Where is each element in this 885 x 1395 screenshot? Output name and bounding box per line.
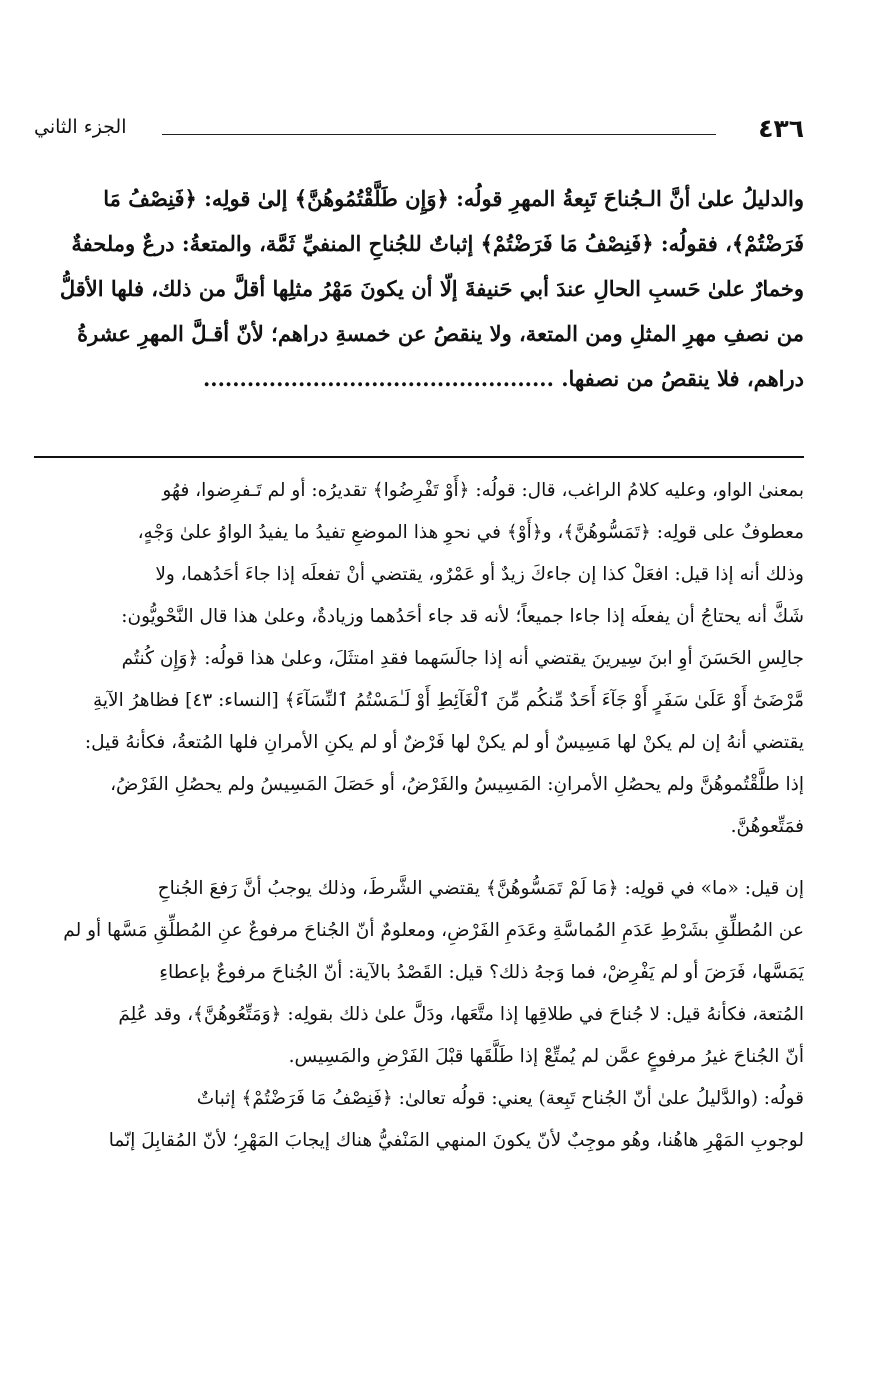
commentary-line: إن قيل: «ما» في قولِه: ﴿مَا لَمْ تَمَسُّوهُنَّ﴾ يقتضي الشَّرطَ، وذلك يوجبُ أنَّ رَفعَ الجُناحِ bbox=[157, 878, 804, 899]
commentary-line: مَّرْضَىٰٓ أَوْ عَلَىٰ سَفَرٍ أَوْ جَآءَ أَحَدٌ مِّنكُم مِّنَ ٱلْغَآئِطِ أَوْ لَـٰمَسْتُمُ ٱلنِّسَآءَ﴾ [النساء: ٤٣] فظاهرُ الآيةِ bbox=[92, 690, 804, 711]
commentary-line: شَكَّ أنه يحتاجُ أن يفعلَه إذا جاءا جميعاً؛ لأنه قد جاء أحَدُهما وزيادةٌ، وعلىٰ هذا قال النَّحْويُّون: bbox=[121, 606, 804, 627]
commentary-paragraph bbox=[34, 470, 804, 848]
commentary-line: قولُه: (والدَّليلُ علىٰ أنّ الجُناح تَبِعة) يعني: قولُه تعالىٰ: ﴿فَنِصْفُ مَا فَرَضْتُمْ﴾ إثباتٌ bbox=[196, 1088, 804, 1109]
main-text-line: من نصفِ مهرِ المثلِ ومن المتعة، ولا ينقصُ عن خمسةِ دراهم؛ لأنّ أقـلَّ المهرِ عشرةُ bbox=[77, 321, 804, 346]
book-page bbox=[34, 0, 804, 1395]
commentary-line: بمعنىٰ الواو، وعليه كلامُ الراغب، قال: قولُه: ﴿أَوْ تَفْرِضُوا﴾ تقديرُه: أو لم تَـفرِضوا، فهُو bbox=[162, 480, 804, 501]
main-text-line: دراهم، فلا ينقصُ من نصفها. ................................................ bbox=[202, 366, 804, 391]
commentary-line: معطوفٌ على قولِه: ﴿تَمَسُّوهُنَّ﴾، و﴿أَوْ﴾ في نحوِ هذا الموضعِ تفيدُ ما يفيدُ الواوُ علىٰ وَجْهٍ، bbox=[137, 522, 804, 543]
page-header bbox=[34, 114, 804, 154]
main-commentary-divider bbox=[34, 456, 804, 458]
main-text-line: وخمارٌ علىٰ حَسبِ الحالِ عندَ أبي حَنيفةَ إلّا أن يكونَ مَهْرُ مثلِها أقلَّ من ذلك، فلها الأقلُّ bbox=[59, 276, 804, 301]
main-text bbox=[34, 176, 804, 401]
running-title: الجزء الثاني bbox=[34, 116, 127, 138]
header-rule bbox=[162, 134, 716, 135]
commentary-line: يقتضي أنهُ إن لم يكنْ لها مَسِيسٌ أو لم يكنْ لها فَرْضٌ أو لم يكنِ الأمرانِ فلها المُتعةُ، فكأنهُ قيل: bbox=[84, 732, 804, 753]
commentary-line: إذا طلَّقْتُموهُنَّ ولم يحصُلِ الأمرانِ: المَسِيسُ والفَرْضُ، أو حَصَلَ المَسِيسُ ولم يحصُلِ الفَرْضُ، bbox=[110, 774, 804, 795]
commentary-paragraph bbox=[34, 868, 804, 1078]
commentary-line: لوجوبِ المَهْرِ هاهُنا، وهُو موجِبٌ لأنّ يكونَ المنهي المَنْفيُّ هناك إيجابَ المَهْرِ؛ لأنّ المُقابِلَ إنّما bbox=[108, 1130, 804, 1151]
commentary-line: عن المُطلِّقِ بشَرْطِ عَدَمِ المُماسَّةِ وعَدَمِ الفَرْضِ، ومعلومٌ أنّ الجُناحَ مرفوعٌ عنِ المُطلِّقِ مَسَّها أو لم bbox=[63, 920, 804, 941]
main-text-line: فَرَضْتُمْ﴾، فقولُه: ﴿فَنِصْفُ مَا فَرَضْتُمْ﴾ إثباتٌ للجُناحِ المنفيِّ ثَمَّة، والمتعةُ: درعٌ وملحفةٌ bbox=[71, 231, 804, 256]
main-text-line: والدليلُ علىٰ أنَّ الـجُناحَ تَبِعةُ المهرِ قولُه: ﴿وَإِن طَلَّقْتُمُوهُنَّ﴾ إلىٰ قولِه: ﴿فَنِصْفُ مَا bbox=[103, 186, 804, 211]
commentary-line: فمَتِّعوهُنَّ. bbox=[730, 816, 804, 837]
commentary-paragraph bbox=[34, 1078, 804, 1162]
paragraph-gap bbox=[34, 848, 804, 868]
commentary-line: يَمَسَّها، فَرَضَ أو لم يَفْرِضْ، فما وَجهُ ذلك؟ قيل: القَصْدُ بالآية: أنّ الجُناحَ مرفوعٌ بإعطاءِ bbox=[159, 962, 804, 983]
commentary-line: المُتعة، فكأنهُ قيل: لا جُناحَ في طلاقِها إذا متَّعَها، ودَلَّ علىٰ ذلك بقولِه: ﴿وَمَتِّعُوهُنَّ﴾، وقد عُلِمَ bbox=[118, 1004, 804, 1025]
commentary-line: وذلك أنه إذا قيل: افعَلْ كذا إن جاءكَ زيدٌ أو عَمْرٌو، يقتضي أنْ تفعلَه إذا جاءَ أحَدُهما، ولا bbox=[155, 564, 804, 585]
commentary-line: أنّ الجُناحَ غيرُ مرفوعٍ عمَّن لم يُمتِّعْ إذا طَلَّقَها قبْلَ الفَرْضِ والمَسِيس. bbox=[288, 1046, 804, 1067]
commentary-line: جالِسِ الحَسَنَ أوِ ابنَ سِيرينَ يقتضي أنه إذا جالَسَهما فقدِ امتثَلَ، وعلىٰ هذا قولُه: ﴿وَإِن كُنتُم bbox=[121, 648, 804, 669]
commentary bbox=[34, 470, 804, 1162]
page-number: ٤٣٦ bbox=[758, 114, 804, 143]
